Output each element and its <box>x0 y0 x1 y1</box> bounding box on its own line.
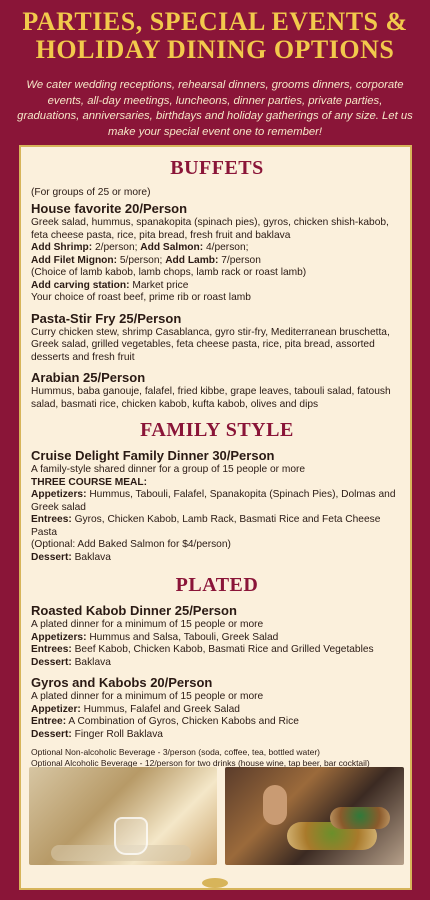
photo-strip <box>29 767 404 865</box>
plated-kabob-dessert-value: Baklava <box>74 656 111 668</box>
family-appetizers-value: Hummus, Tabouli, Falafel, Spanakopita (Spinach Pies), Dolmas and Greek salad <box>31 489 396 513</box>
family-appetizers <box>31 489 403 514</box>
add-filet-label: Add Filet Mignon: <box>31 254 118 266</box>
family-appetizers-label: Appetizers: <box>31 489 87 500</box>
family-dessert-label: Dessert: <box>31 551 72 563</box>
menu-content <box>31 157 403 779</box>
buffet-pasta-desc: Curry chicken stew, shrimp Casablanca, gyro stir-fry, Mediterranean bruschetta, Greek salad, grilled vegetables, feta cheese pasta, rice, pita bread, assorted desserts and fresh fruit <box>31 326 390 363</box>
plated-gyros-entree <box>31 716 403 729</box>
plated-kabob-entrees-value: Beef Kabob, Chicken Kabob, Basmati Rice and Grilled Vegetables <box>74 644 374 655</box>
plated-kabob-entrees <box>31 644 403 657</box>
carving-choice: Your choice of roast beef, prime rib or roast lamb <box>31 292 251 303</box>
plated-gyros-appetizer-value: Hummus, Falafel and Greek Salad <box>83 703 240 715</box>
buffet-house-desc: Greek salad, hummus, spanakopita (spinach pies), gyros, chicken shish-kabob, feta cheese pasta, rice, pita bread, fresh fruit and baklava <box>31 217 389 241</box>
buffet-arabian-desc: Hummus, baba ganouje, falafel, fried kibbe, grape leaves, tabouli salad, fatoush salad, basmati rice, chicken kabob, kufta kabob, olives and dips <box>31 386 391 410</box>
carving-value: Market price <box>132 279 189 291</box>
section-heading-plated: PLATED <box>175 574 259 596</box>
buffet-pasta-title: Pasta-Stir Fry 25/Person <box>31 310 182 326</box>
plated-kabob-appetizers <box>31 632 403 645</box>
intro-text: We cater wedding receptions, rehearsal dinners, grooms dinners, corporate events, all-day meetings, luncheons, dinner parties, private parties, graduations, anniversaries, birthdays and holiday gatherings of any size. Let us make your special event one to remember! <box>17 79 413 138</box>
lamb-choice: (Choice of lamb kabob, lamb chops, lamb rack or roast lamb) <box>31 267 307 278</box>
glass-shape <box>114 817 148 855</box>
plated-kabob-appetizers-label: Appetizers: <box>31 631 87 643</box>
add-lamb-value: 7/person <box>221 254 261 266</box>
family-optional: (Optional: Add Baked Salmon for $4/person) <box>31 539 231 550</box>
food-platter-shape <box>330 807 390 829</box>
add-salmon-label: Add Salmon: <box>140 242 204 253</box>
plated-gyros-appetizer <box>31 704 403 717</box>
buffet-house-addons-1 <box>31 242 403 255</box>
server-hand-shape <box>263 785 287 825</box>
optional-line-2: Optional Alcoholic Beverage - 12/person for two drinks (house wine, tap beer, bar cocktail) <box>31 757 370 768</box>
plated-kabob-desc: A plated dinner for a minimum of 15 people or more <box>31 619 264 630</box>
carving-station <box>31 280 403 293</box>
family-entrees-value: Gyros, Chicken Kabob, Lamb Rack, Basmati Rice and Feta Cheese Pasta <box>31 514 381 538</box>
family-entrees <box>31 514 403 539</box>
plated-kabob-dessert-label: Dessert: <box>31 656 72 668</box>
add-lamb-label: Add Lamb: <box>165 254 219 266</box>
title-line-1: PARTIES, SPECIAL EVENTS & <box>22 7 408 36</box>
plated-kabob-appetizers-value: Hummus and Salsa, Tabouli, Greek Salad <box>89 631 279 643</box>
plated-kabob-dessert <box>31 657 403 670</box>
family-dessert-value: Baklava <box>74 551 111 563</box>
plated-gyros-appetizer-label: Appetizer: <box>31 703 81 715</box>
plated-kabob-title: Roasted Kabob Dinner 25/Person <box>31 603 237 618</box>
family-desc: A family-style shared dinner for a group of 15 people or more <box>31 464 306 475</box>
add-salmon-value: 4/person; <box>205 242 249 253</box>
section-heading-family: FAMILY STYLE <box>140 419 294 441</box>
buffet-house-title: House favorite 20/Person <box>31 201 188 216</box>
add-shrimp-label: Add Shrimp: <box>31 242 93 253</box>
photo-table-setting <box>29 767 217 865</box>
add-shrimp-value: 2/person; <box>94 242 138 253</box>
family-dessert <box>31 552 403 565</box>
plated-gyros-entree-label: Entree: <box>31 716 67 727</box>
optional-line-1: Optional Non-alcoholic Beverage - 3/person (soda, coffee, tea, bottled water) <box>31 747 321 757</box>
family-title: Cruise Delight Family Dinner 30/Person <box>31 448 275 463</box>
page-title <box>0 8 430 64</box>
plated-gyros-title: Gyros and Kabobs 20/Person <box>31 675 213 690</box>
buffet-arabian-title: Arabian 25/Person <box>31 370 146 385</box>
add-filet-value: 5/person; <box>119 254 163 266</box>
buffet-house-addons-2 <box>31 255 403 268</box>
plated-gyros-dessert <box>31 729 403 742</box>
family-entrees-label: Entrees: <box>31 514 72 525</box>
photo-catering <box>225 767 404 865</box>
decorative-ornament <box>202 878 228 888</box>
plated-gyros-dessert-label: Dessert: <box>31 728 72 740</box>
plated-gyros-entree-value: A Combination of Gyros, Chicken Kabobs and Rice <box>68 716 299 727</box>
carving-label: Add carving station: <box>31 279 130 291</box>
family-course-label: THREE COURSE MEAL: <box>31 476 148 488</box>
section-heading-buffets: BUFFETS <box>170 157 264 179</box>
title-line-2: HOLIDAY DINING OPTIONS <box>35 35 395 64</box>
menu-card <box>19 145 412 890</box>
plated-kabob-entrees-label: Entrees: <box>31 644 72 655</box>
plated-gyros-dessert-value: Finger Roll Baklava <box>74 728 163 740</box>
groups-note: (For groups of 25 or more) <box>31 187 151 198</box>
plated-gyros-desc: A plated dinner for a minimum of 15 people or more <box>31 691 264 702</box>
